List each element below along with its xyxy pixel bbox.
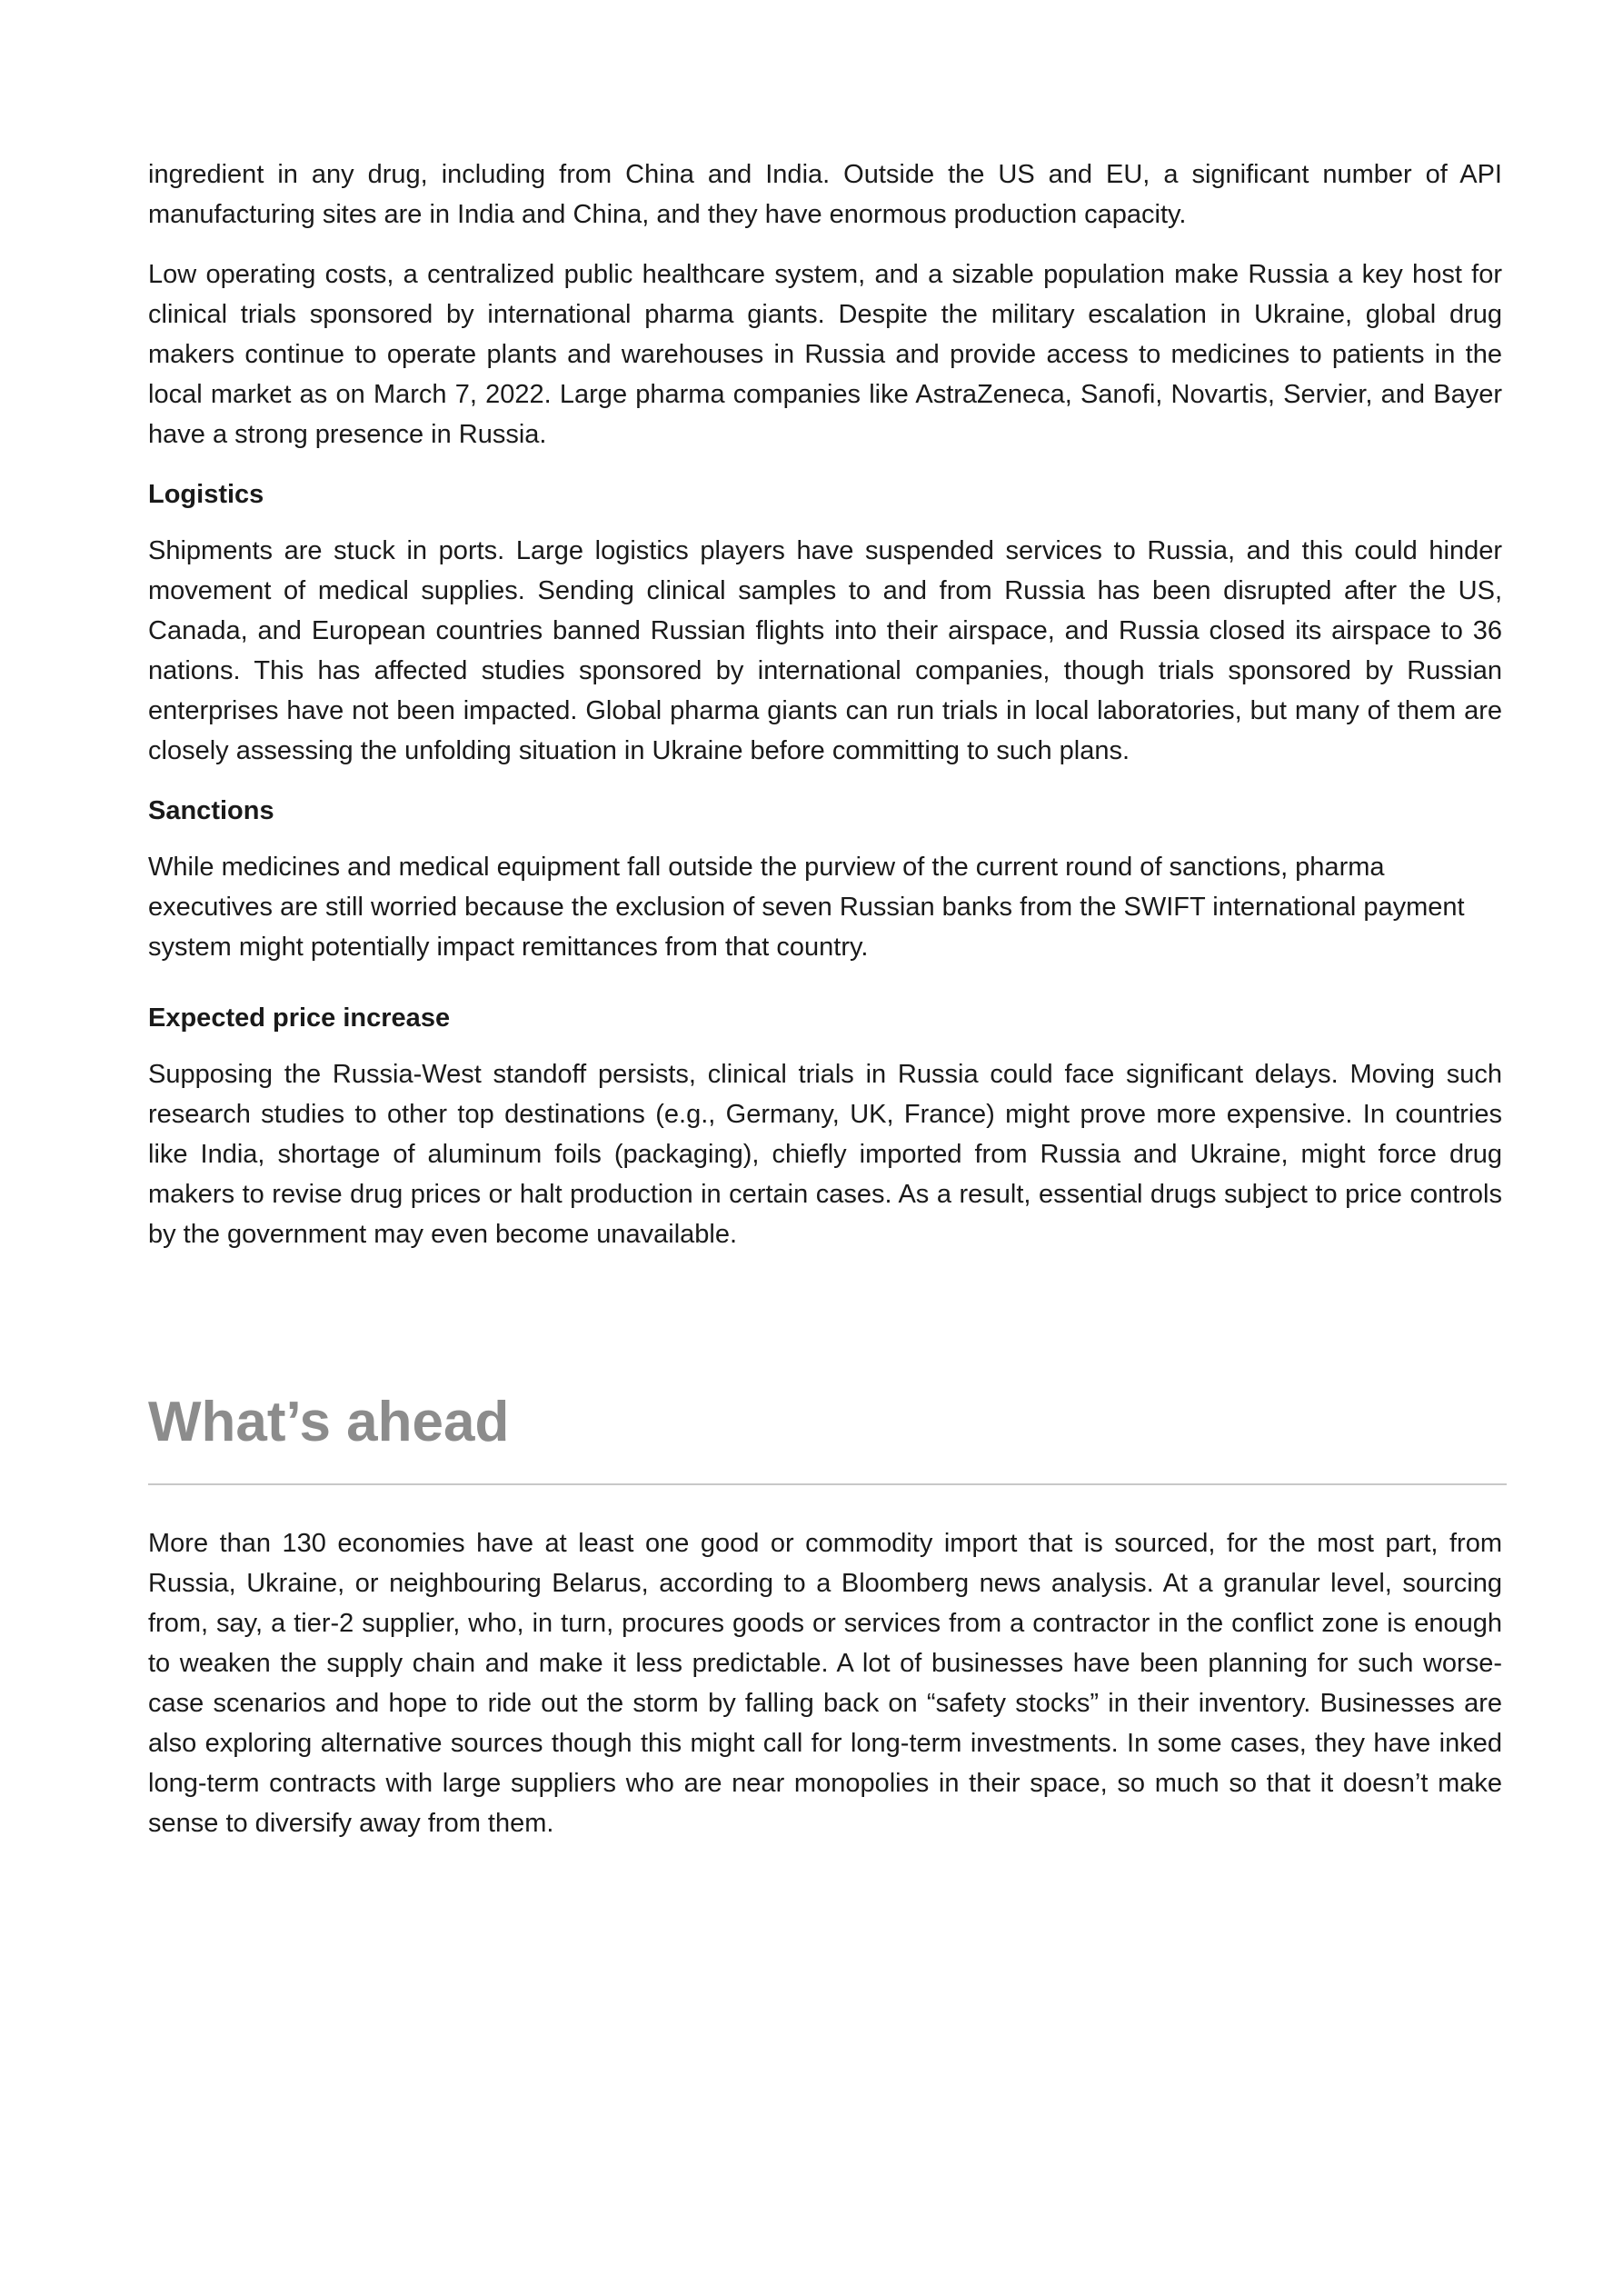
paragraph-russia-trials: Low operating costs, a centralized public healthcare system, and a sizable population make Russia a key host for clinical trials sponsored by international pharma giants. Despite the military escalation in Ukraine, global drug makers continue to operate plants and warehouses in Russia and provide access to medicines to patients in the local market as on March 7, 2022. Large pharma companies like AstraZeneca, Sanofi, Novartis, Servier, and Bayer have a strong presence in Russia. — [148, 260, 1502, 449]
spacer — [148, 771, 1502, 791]
price-increase-heading: Expected price increase — [148, 1003, 451, 1033]
paragraph-api-sites: ingredient in any drug, including from China and India. Outside the US and EU, a significant number of API manufacturing sites are in India and China, and they have enormous production capacity. — [148, 160, 1502, 229]
whats-ahead-paragraph: More than 130 economies have at least one good or commodity import that is sourced, for the most part, from Russia, Ukraine, or neighbouring Belarus, according to a Bloomberg news analysis. At a granular level, sourcing from, say, a tier-2 supplier, who, in turn, procures goods or services from a contractor in the conflict zone is enough to weaken the supply chain and make it less predictable. A lot of businesses have been planning for such worse-case scenarios and hope to ride out the storm by falling back on “safety stocks” in their inventory. Businesses are also exploring alternative sources though this might call for long-term investments. In some cases, they have inked long-term contracts with large suppliers who are near monopolies in their space, so much so that it doesn’t make sense to diversify away from them. — [148, 1529, 1502, 1838]
price-increase-paragraph: Supposing the Russia-West standoff persists, clinical trials in Russia could face significant delays. Moving such research studies to other top destinations (e.g., Germany, UK, France) might prove more expensive. In countries like India, shortage of aluminum foils (packaging), chiefly imported from Russia and Ukraine, might force drug makers to revise drug prices or halt production in certain cases. As a result, essential drugs subject to price controls by the government may even become unavailable. — [148, 1060, 1502, 1249]
whats-ahead-title: What’s ahead — [148, 1391, 510, 1453]
spacer — [148, 1254, 1502, 1389]
spacer — [148, 831, 1502, 847]
spacer — [148, 514, 1502, 531]
logistics-paragraph: Shipments are stuck in ports. Large logistics players have suspended services to Russia, and this could hinder movement of medical supplies. Sending clinical samples to and from Russia has been disrupted after the US, Canada, and European countries banned Russian flights into their airspace, and Russia closed its airspace to 36 nations. This has affected studies sponsored by international companies, though trials sponsored by Russian enterprises have not been impacted. Global pharma giants can run trials in local laboratories, but many of them are closely assessing the unfolding situation in Ukraine before committing to such plans. — [148, 536, 1502, 765]
spacer — [148, 967, 1502, 998]
spacer — [148, 1456, 1502, 1483]
sanctions-paragraph: While medicines and medical equipment fall outside the purview of the current round of sanctions, pharma executives are still worried because the exclusion of seven Russian banks from the SWIFT international payment system might potentially impact remittances from that country. — [148, 853, 1465, 962]
sanctions-heading: Sanctions — [148, 796, 274, 825]
spacer — [148, 1485, 1502, 1523]
document-page — [148, 155, 1502, 1843]
spacer — [148, 1038, 1502, 1054]
spacer — [148, 454, 1502, 474]
spacer — [148, 235, 1502, 255]
logistics-heading: Logistics — [148, 480, 264, 509]
